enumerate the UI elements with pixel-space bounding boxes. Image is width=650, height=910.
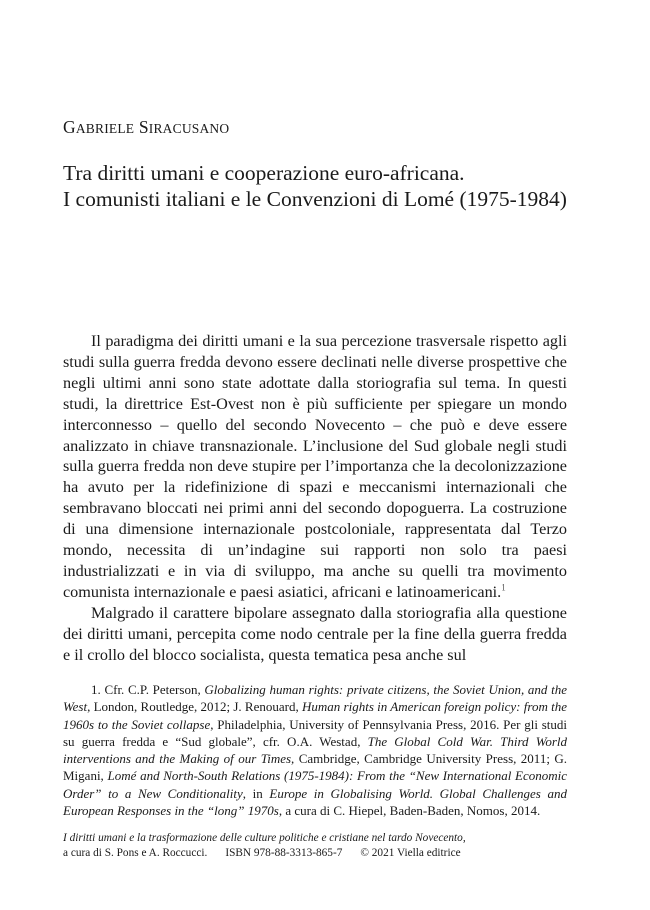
footnote (63, 681, 567, 819)
author-last-rest: IRACUSANO (148, 121, 230, 136)
footnote-plain-2: , Philadelphia, University of Pennsylvania Press, 2016. Per gli studi su guerra fredda e “Sud globale”, cfr. O.A. Westad, (63, 716, 567, 749)
editors: a cura di S. Pons e A. Roccucci. (63, 847, 208, 859)
footnote-plain-5: , a cura di C. Hiepel, Baden-Baden, Nomos, 2014. (278, 803, 541, 819)
footnote-lead: 1. Cfr. C.P. Peterson, (91, 682, 205, 697)
paragraph-1 (63, 331, 567, 603)
author-name (63, 117, 229, 138)
body-text (63, 331, 567, 666)
footnote-1 (63, 681, 567, 819)
footnote-plain-4: , in (242, 785, 270, 801)
book-title: I diritti umani e la trasformazione delle culture politiche e cristiane nel tardo Novecento, (63, 832, 466, 844)
title-line-1: Tra diritti umani e cooperazione euro-africana. (63, 161, 465, 185)
publication-details (63, 846, 583, 861)
author-last-initial: S (138, 117, 149, 137)
author-first-initial: G (63, 117, 76, 137)
copyright: © 2021 Viella editrice (360, 847, 461, 859)
publication-info (63, 831, 583, 861)
chapter-title (63, 160, 603, 212)
footnote-title-5: Europe in Globalising World. Global Challenges and European Responses in the “long” 1970s (63, 785, 567, 819)
footnote-plain-1: , London, Routledge, 2012; J. Renouard, (87, 699, 302, 715)
footnote-title-2: Human rights in American foreign policy: from the 1960s to the Soviet collapse (63, 699, 567, 732)
footnote-title-4: Lomé and North-South Relations (1975-1984): From the “New International Economic Order” to a New Conditionality (63, 768, 567, 801)
footnote-marker: 1 (501, 582, 506, 593)
footnote-title-3: The Global Cold War. Third World interventions and the Making of our Times, (63, 733, 568, 767)
title-line-2: I comunisti italiani e le Convenzioni di Lomé (1975-1984) (63, 187, 567, 211)
paragraph-2: Malgrado il carattere bipolare assegnato dalla storiografia alla questione dei diritti umani, percepita come nodo centrale per la fine della guerra fredda e il crollo del blocco socialista, questa tematica pesa anche sul (63, 603, 567, 664)
author-first-rest: ABRIELE (75, 121, 135, 136)
isbn: ISBN 978-88-3313-865-7 (225, 847, 343, 859)
footnote-title-1: Globalizing human rights: private citizens, the Soviet Union, and the West (63, 682, 567, 715)
footnote-plain-3: Cambridge, Cambridge University Press, 2011; G. Migani, (63, 751, 568, 784)
paragraph-1-text: Il paradigma dei diritti umani e la sua percezione trasversale rispetto agli studi sulla guerra fredda devono essere declinati nelle diverse prospettive che negli ultimi anni sono state adottate dalla storiografia sul tema. In questi studi, la direttrice Est-Ovest non è più sufficiente per spiegare un mondo interconnesso – quello del secondo Novecento – che può e deve essere analizzato in chiave transnazionale. L’inclusione del Sud globale negli studi sulla guerra fredda non deve stupire per l’importanza che la decolonizzazione ha avuto per la ridefinizione di spazi e meccanismi internazionali che sembravano bloccati nei primi anni del secondo dopoguerra. La costruzione di una dimensione internazionale postcoloniale, rappresentata dal Terzo mondo, necessita di un’indagine sui rapporti non solo tra paesi industrializzati e in via di sviluppo, ma anche su quelli tra movimento comunista internazionale e paesi asiatici, africani e latinoamericani. (63, 332, 567, 601)
